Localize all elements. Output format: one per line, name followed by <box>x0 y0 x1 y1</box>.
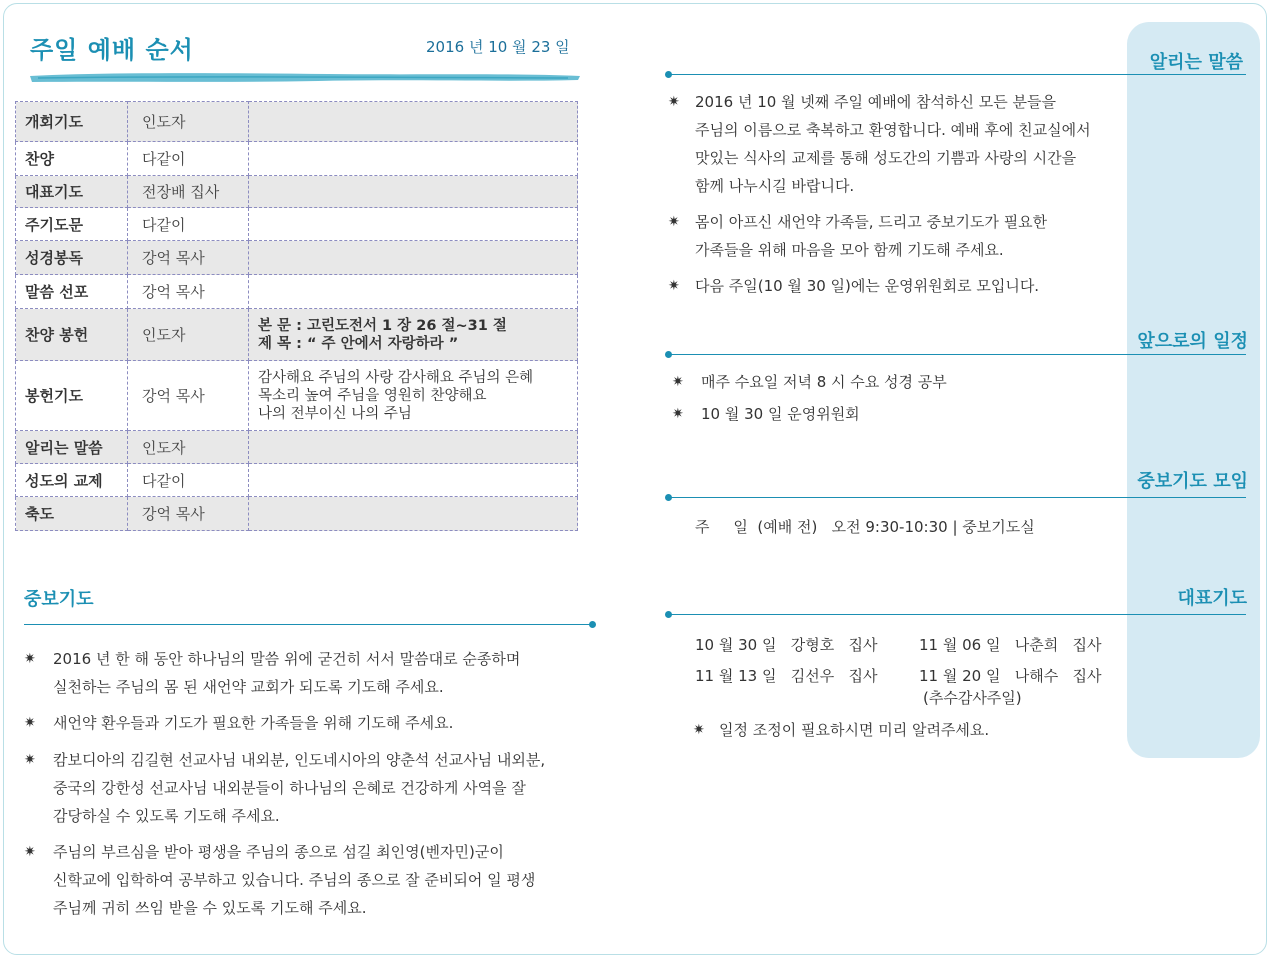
order-detail <box>249 208 578 241</box>
prayer-assignment: 10 월 30 일 강형호 집사 <box>695 636 878 654</box>
table-row <box>16 309 578 361</box>
table-row <box>16 431 578 464</box>
order-leader: 인도자 <box>128 102 249 142</box>
list-item <box>668 88 1091 200</box>
hymn-line: 나의 전부이신 나의 주님 <box>258 405 412 422</box>
order-item: 축도 <box>16 497 128 531</box>
list-item <box>672 400 860 428</box>
divider-dot-icon <box>665 351 672 358</box>
order-item: 찬양 봉헌 <box>16 309 128 361</box>
divider-dot-icon <box>665 494 672 501</box>
table-row <box>16 142 578 176</box>
sermon-title-line: 제 목 : “ 주 안에서 자랑하라 ” <box>258 335 459 352</box>
order-item: 찬양 <box>16 142 128 176</box>
prayer-assignment: 11 월 20 일 나해수 집사 <box>919 667 1102 685</box>
list-item <box>668 208 1047 264</box>
side-tab-panel <box>1127 22 1260 758</box>
intercession-text: 캄보디아의 김길현 선교사님 내외분, 인도네시아의 양춘석 선교사님 내외분, 중국의 강한성 선교사님 내외분들이 하나님의 은혜로 건강하게 사역을 잘 감당하실 수 있도록 기도해 주세요. <box>53 751 546 825</box>
order-detail <box>249 176 578 208</box>
intercession-text: 주님의 부르심을 받아 평생을 주님의 종으로 섬길 최인영(벤자민)군이 신학교에 입학하여 공부하고 있습니다. 주님의 종으로 잘 준비되어 일 평생 주님께 귀히 쓰임 받을 수 있도록 기도해 주세요. <box>53 843 536 917</box>
list-item <box>24 746 545 830</box>
section-divider <box>668 614 1246 615</box>
intercession-heading: 중보기도 <box>24 589 94 610</box>
prayer-meeting-text: 주 일 (예배 전) 오전 9:30-10:30 | 중보기도실 <box>695 518 1035 536</box>
order-leader: 다같이 <box>128 464 249 497</box>
order-leader: 전장배 집사 <box>128 176 249 208</box>
prayer-note: (추수감사주일) <box>923 689 1022 707</box>
order-detail <box>249 142 578 176</box>
bullet-star-icon: ✷ <box>668 94 680 110</box>
worship-order-table <box>15 101 578 531</box>
table-row <box>16 464 578 497</box>
bullet-star-icon: ✷ <box>668 214 680 230</box>
bullet-star-icon: ✷ <box>24 844 36 860</box>
order-detail <box>249 431 578 464</box>
order-item: 개회기도 <box>16 102 128 142</box>
table-row <box>16 275 578 309</box>
representative-prayer-heading: 대표기도 <box>1177 588 1247 609</box>
schedule-text: 10 월 30 일 운영위원회 <box>701 405 860 423</box>
sermon-text-line: 본 문 : 고린도전서 1 장 26 절~31 절 <box>258 317 507 334</box>
divider-dot-icon <box>665 611 672 618</box>
announcement-text: 다음 주일(10 월 30 일)에는 운영위원회로 모입니다. <box>695 277 1040 295</box>
order-leader: 강억 목사 <box>128 241 249 275</box>
announcement-text: 2016 년 10 월 넷째 주일 예배에 참석하신 모든 분들을 주님의 이름으로 축복하고 환영합니다. 예배 후에 친교실에서 맛있는 식사의 교제를 통해 성도간의 기쁨과 사랑의 시간을 함께 나누시길 바랍니다. <box>695 93 1091 195</box>
bullet-star-icon: ✷ <box>693 722 705 738</box>
prayer-assignment: 11 월 13 일 김선우 집사 <box>695 667 878 685</box>
order-item: 알리는 말씀 <box>16 431 128 464</box>
table-row <box>16 361 578 431</box>
prayer-assignment: 11 월 06 일 나춘희 집사 <box>919 636 1102 654</box>
order-item: 주기도문 <box>16 208 128 241</box>
order-detail <box>249 241 578 275</box>
schedule-heading: 앞으로의 일정 <box>1137 331 1248 352</box>
table-row <box>16 102 578 142</box>
table-row <box>16 241 578 275</box>
list-item <box>668 272 1039 300</box>
section-divider <box>668 354 1246 355</box>
page-title: 주일 예배 순서 <box>30 36 194 64</box>
order-detail <box>249 464 578 497</box>
order-detail <box>249 497 578 531</box>
order-leader: 다같이 <box>128 142 249 176</box>
announcements-heading: 알리는 말씀 <box>1149 52 1243 73</box>
hymn-line: 목소리 높여 주님을 영원히 찬양해요 <box>258 387 487 404</box>
hymn-line: 감사해요 주님의 사랑 감사해요 주님의 은혜 <box>258 369 534 386</box>
order-detail <box>249 361 578 431</box>
bullet-star-icon: ✷ <box>668 278 680 294</box>
order-leader: 강억 목사 <box>128 361 249 431</box>
section-divider <box>24 624 593 625</box>
prayer-meeting-heading: 중보기도 모임 <box>1137 471 1248 492</box>
order-item: 성경봉독 <box>16 241 128 275</box>
intercession-text: 새언약 환우들과 기도가 필요한 가족들을 위해 기도해 주세요. <box>53 714 454 732</box>
announcement-text: 몸이 아프신 새언약 가족들, 드리고 중보기도가 필요한 가족들을 위해 마음을 모아 함께 기도해 주세요. <box>695 213 1048 259</box>
order-item: 대표기도 <box>16 176 128 208</box>
bullet-star-icon: ✷ <box>672 406 684 422</box>
order-leader: 강억 목사 <box>128 497 249 531</box>
prayer-footnote: 일정 조정이 필요하시면 미리 알려주세요. <box>719 721 990 739</box>
order-leader: 다같이 <box>128 208 249 241</box>
order-item: 말씀 선포 <box>16 275 128 309</box>
list-item <box>672 368 947 396</box>
order-leader: 인도자 <box>128 431 249 464</box>
section-divider <box>668 74 1246 75</box>
section-divider <box>668 497 1246 498</box>
divider-dot-icon <box>665 71 672 78</box>
table-row <box>16 497 578 531</box>
order-detail <box>249 309 578 361</box>
list-item <box>693 716 989 744</box>
list-item <box>24 709 453 737</box>
divider-dot-icon <box>589 621 596 628</box>
order-detail <box>249 102 578 142</box>
bullet-star-icon: ✷ <box>672 374 684 390</box>
order-leader: 강억 목사 <box>128 275 249 309</box>
order-detail <box>249 275 578 309</box>
table-row <box>16 208 578 241</box>
bullet-star-icon: ✷ <box>24 651 36 667</box>
service-date: 2016 년 10 월 23 일 <box>426 38 570 56</box>
bullet-star-icon: ✷ <box>24 715 36 731</box>
order-item: 봉헌기도 <box>16 361 128 431</box>
schedule-text: 매주 수요일 저녁 8 시 수요 성경 공부 <box>701 373 947 391</box>
intercession-text: 2016 년 한 해 동안 하나님의 말씀 위에 굳건히 서서 말씀대로 순종하며 실천하는 주님의 몸 된 새언약 교회가 되도록 기도해 주세요. <box>53 650 521 696</box>
list-item <box>24 645 520 701</box>
bullet-star-icon: ✷ <box>24 752 36 768</box>
order-item: 성도의 교제 <box>16 464 128 497</box>
list-item <box>24 838 535 922</box>
order-leader: 인도자 <box>128 309 249 361</box>
brush-stroke-divider <box>28 70 582 84</box>
table-row <box>16 176 578 208</box>
